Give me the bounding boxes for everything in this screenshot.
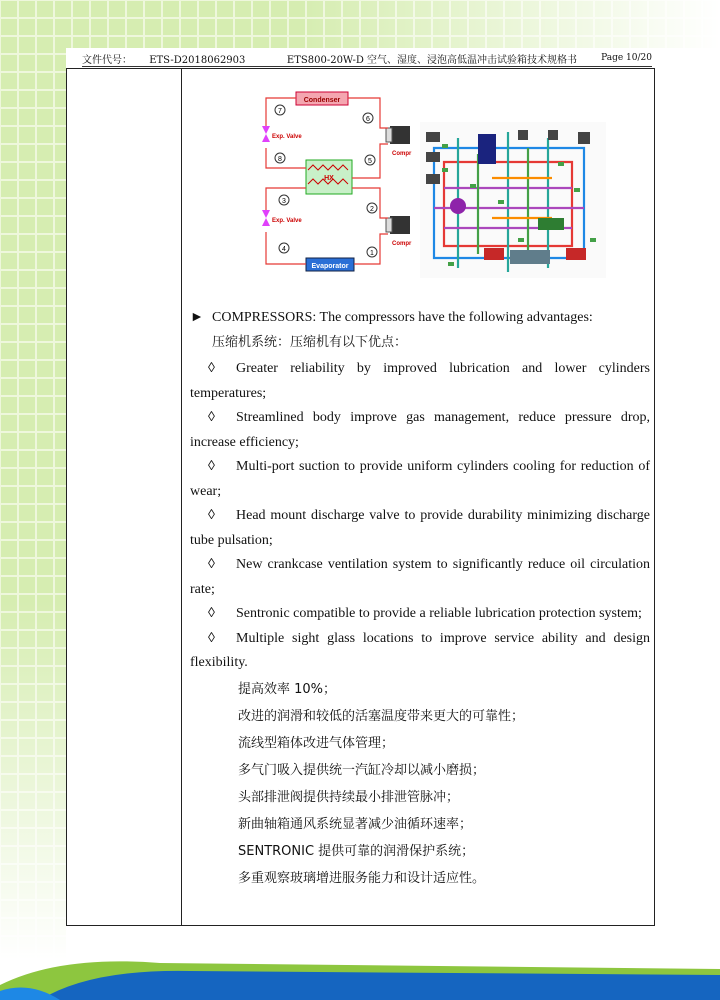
compressor-bottom-label: Compr [392,241,412,247]
condenser-label: Condenser [303,97,341,104]
diamond-bullet-icon: ◊ [208,557,215,572]
piping-illustration [420,122,606,278]
triangle-bullet-icon: ► [190,310,204,325]
node-1: 1 [370,250,374,257]
node-3: 3 [282,198,286,205]
section-heading [190,306,650,331]
node-4: 4 [282,246,286,253]
exp-valve-bottom-label: Exp. Valve [272,218,302,224]
list-item: 多气门吸入提供统一汽缸冷却以减小磨损； [238,762,486,778]
node-8: 8 [278,156,282,163]
diamond-bullet-icon: ◊ [208,508,215,523]
evaporator-label: Evaporator [311,263,349,270]
chinese-benefits-list [190,676,650,892]
node-7: 7 [278,108,282,115]
node-5: 5 [368,158,372,165]
heading-chinese: 压缩机系统：压缩机有以下优点： [212,334,408,350]
list-item: ◊ Multi-port suction to provide uniform cylinders cooling for reduction of wear; [190,455,650,504]
diamond-bullet-icon: ◊ [208,606,215,621]
list-item: ◊ Sentronic compatible to provide a reliable lubrication protection system; [190,602,650,627]
list-item: SENTRONIC 提供可靠的润滑保护系统； [238,843,475,859]
footer-wave [0,955,720,1000]
refrigeration-diagram [248,88,608,278]
node-6: 6 [366,116,370,123]
list-item: 多重观察玻璃增进服务能力和设计适应性。 [238,870,486,886]
page-number: Page 10/20 [601,53,652,63]
hx-label: HX [324,175,334,182]
doc-title: ETS800-20W-D 空气、湿度、浸泡高低温冲击试验箱技术规格书 [286,54,578,66]
page-header [82,50,652,67]
list-item: 流线型箱体改进气体管理； [238,735,395,751]
doc-number: 文件代号： ETS-D2018062903 [82,54,246,66]
list-item: 改进的润滑和较低的活塞温度带来更大的可靠性； [238,708,525,724]
cascade-schematic [262,92,412,271]
list-item: ◊ Head mount discharge valve to provide durability minimizing discharge tube pulsation; [190,504,650,553]
list-item: ◊ Streamlined body improve gas management, reduce pressure drop, increase efficiency; [190,406,650,455]
list-item: 新曲轴箱通风系统显著减少油循环速率； [238,816,473,832]
list-item: ◊ Multiple sight glass locations to improve service ability and design flexibility. [190,627,650,676]
diamond-bullet-icon: ◊ [208,459,215,474]
diamond-bullet-icon: ◊ [208,410,215,425]
diamond-bullet-icon: ◊ [208,361,215,376]
compressor-section [190,306,650,892]
node-2: 2 [370,206,374,213]
diamond-bullet-icon: ◊ [208,630,215,646]
heading-english: COMPRESSORS: The compressors have the following advantages: [212,310,593,325]
list-item: ◊ New crankcase ventilation system to significantly reduce oil circulation rate; [190,553,650,602]
list-item: ◊ Greater reliability by improved lubrication and lower cylinders temperatures; [190,357,650,406]
compressor-top-label: Compr [392,151,412,157]
list-item: 提高效率 10%； [238,681,337,697]
column-divider [181,69,182,925]
exp-valve-top-label: Exp. Valve [272,134,302,140]
list-item: 头部排泄阀提供持续最小排泄管脉冲； [238,789,460,805]
